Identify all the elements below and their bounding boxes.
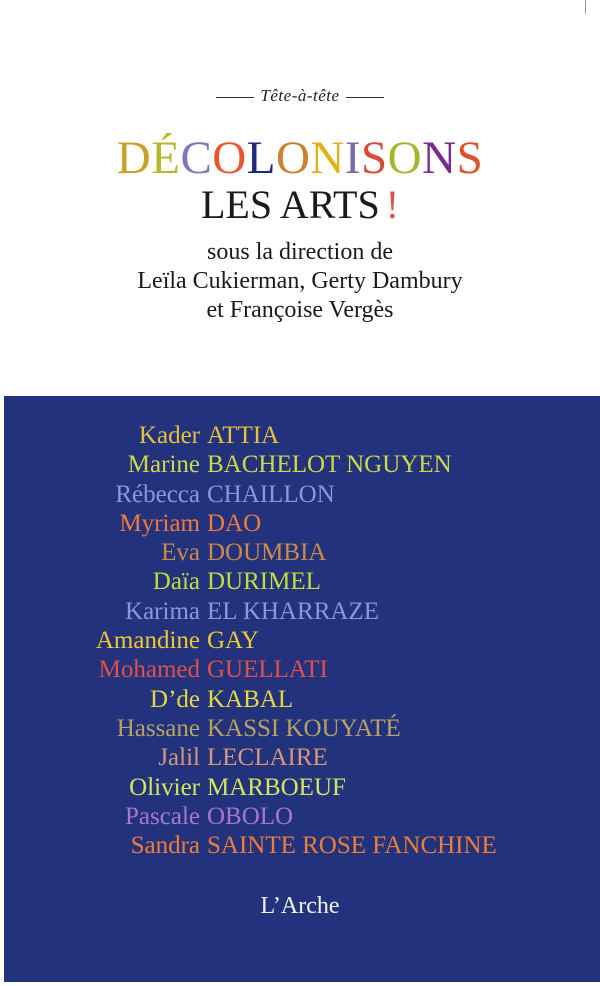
contributor-first-name: Amandine: [95, 627, 200, 655]
contributor-row: [0, 450, 600, 479]
dash-right: [346, 97, 384, 98]
contributor-last-name: CHAILLON: [207, 480, 335, 508]
contributor-last-name: DOUMBIA: [207, 539, 327, 567]
contributor-last-name: SAINTE ROSE FANCHINE: [207, 832, 497, 860]
contributor-row: [0, 714, 600, 743]
series-label: [0, 86, 600, 106]
contributor-first-name: Marine: [127, 451, 200, 479]
title-letter: C: [180, 132, 213, 184]
contributor-first-name: Karima: [125, 597, 200, 625]
contributor-last-name: DAO: [207, 509, 262, 537]
contributor-last-name: GAY: [207, 627, 259, 655]
contributor-row: [0, 773, 600, 802]
contributor-row: [0, 538, 600, 567]
contributor-last-name: EL KHARRAZE: [207, 597, 379, 625]
publisher-name: L’Arche: [260, 893, 340, 919]
contributor-row: [0, 567, 600, 596]
contributor-first-name: Rébecca: [115, 480, 200, 508]
contributor-last-name: KABAL: [207, 685, 294, 713]
title-letter: O: [275, 132, 311, 184]
title-letter: O: [387, 132, 423, 184]
contributor-first-name: Mohamed: [98, 656, 200, 684]
contributor-last-name: OBOLO: [207, 802, 294, 830]
contributor-row: [0, 509, 600, 538]
title-letter: L: [246, 132, 276, 184]
contributor-first-name: Pascale: [125, 802, 200, 830]
dash-left: [216, 97, 254, 98]
title-line2-text: LES ARTS: [200, 182, 380, 227]
contributor-row: [0, 743, 600, 772]
title-letter: S: [456, 132, 484, 184]
contributor-last-name: ATTIA: [207, 422, 280, 449]
title-line2: [0, 181, 600, 229]
contributor-last-name: BACHELOT NGUYEN: [207, 451, 452, 479]
contributor-first-name: Hassane: [116, 714, 200, 742]
contributor-row: [0, 802, 600, 831]
contributor-row: [0, 655, 600, 684]
title-letter: É: [151, 132, 181, 184]
contributor-last-name: LECLAIRE: [207, 744, 328, 772]
contributor-last-name: MARBOEUF: [207, 773, 346, 801]
editors-names-2: et Françoise Vergès: [206, 297, 394, 323]
contributor-last-name: KASSI KOUYATÉ: [207, 714, 401, 742]
contributor-row: [0, 597, 600, 626]
contributor-last-name: GUELLATI: [207, 656, 328, 684]
cover-top: [0, 0, 600, 396]
title-exclamation: !: [385, 182, 400, 227]
editors: [0, 238, 600, 325]
title-letter: S: [361, 132, 388, 184]
title-line1: [0, 130, 600, 186]
title-letter: N: [422, 132, 457, 184]
contributor-first-name: Jalil: [158, 744, 200, 772]
contributor-first-name: Myriam: [119, 509, 200, 537]
title-letter: D: [116, 132, 152, 184]
contributor-row: [0, 685, 600, 714]
contributor-last-name: DURIMEL: [207, 568, 321, 596]
title-letter: O: [212, 132, 247, 184]
contributor-row: [0, 421, 600, 450]
contributors-list: [0, 421, 600, 860]
contributor-row: [0, 480, 600, 509]
series-name: Tête-à-tête: [260, 86, 340, 105]
editors-names-1: Leïla Cukierman, Gerty Dambury: [137, 268, 463, 294]
contributor-row: [0, 626, 600, 655]
title-letter: I: [344, 132, 362, 184]
contributor-first-name: Kader: [138, 422, 200, 449]
contributor-first-name: Olivier: [129, 773, 200, 801]
contributor-first-name: Sandra: [130, 832, 200, 860]
contributor-row: [0, 831, 600, 860]
title-letter: N: [310, 132, 345, 184]
contributor-first-name: Eva: [161, 539, 200, 567]
editors-intro: sous la direction de: [207, 239, 393, 265]
contributor-first-name: Daïa: [152, 568, 200, 596]
contributor-first-name: D’de: [150, 685, 200, 713]
